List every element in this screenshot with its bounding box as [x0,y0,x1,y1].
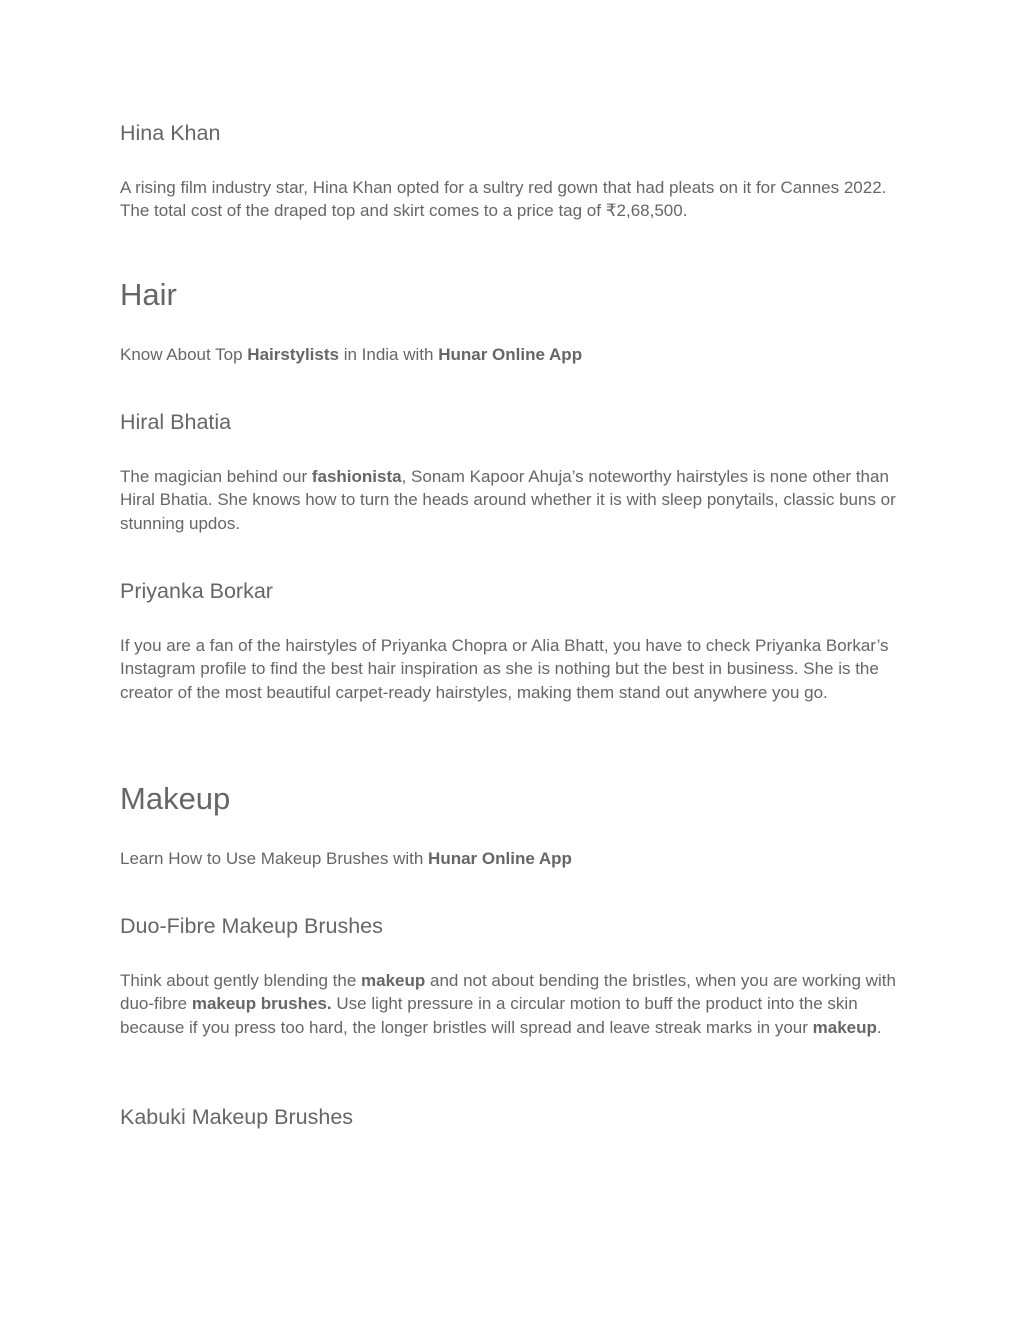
paragraph-duo-fibre [120,969,910,1039]
paragraph-makeup-intro [120,847,910,870]
heading-duo-fibre-makeup-brushes: Duo-Fibre Makeup Brushes [120,914,383,938]
bold-hairstylists: Hairstylists [247,345,339,364]
text-span: , Sonam Kapoor Ahuja’s noteworthy hairstyles is none other than Hiral Bhatia. She knows how to turn the heads around whether it is with sleep ponytails, classic buns or stunning updos. [120,467,896,533]
bold-fashionista: fashionista [311,467,402,486]
text-span: Use light pressure in a circular motion to buff the product into the skin because if you press too hard, the longer bristles will spread and leave streak marks in your [120,994,858,1037]
text-span: and not about bending the bristles, when you are working with duo-fibre [120,971,896,1014]
paragraph-priyanka-borkar: If you are a fan of the hairstyles of Priyanka Chopra or Alia Bhatt, you have to check Priyanka Borkar’s Instagram profile to find the best hair inspiration as she is nothing but the best in business. She is the creator of the most beautiful carpet-ready hairstyles, making them stand out anywhere you go. [120,636,889,702]
text-span: in India with [338,345,439,364]
text-span: . [876,1017,882,1037]
heading-hiral-bhatia: Hiral Bhatia [120,410,232,434]
text-span: The magician behind our [120,467,312,486]
heading-priyanka-borkar: Priyanka Borkar [120,579,273,603]
heading-hina-khan: Hina Khan [120,121,221,145]
heading-hair: Hair [120,277,177,312]
paragraph-hair-intro [120,343,910,366]
paragraph-hina-khan: A rising film industry star, Hina Khan opted for a sultry red gown that had pleats on it for Cannes 2022. The total cost of the draped top and skirt comes to a price tag of ₹2,68,500. [120,178,887,221]
text-span: Know About Top [120,345,248,364]
bold-makeup: makeup [812,1017,877,1037]
heading-makeup: Makeup [120,781,231,816]
bold-makeup: makeup [361,971,426,990]
bold-hunar-online-app: Hunar Online App [428,849,572,868]
heading-kabuki-makeup-brushes: Kabuki Makeup Brushes [120,1105,354,1129]
text-span: Think about gently blending the [120,971,362,990]
text-span: Learn How to Use Makeup Brushes with [120,849,429,868]
paragraph-hiral-bhatia [120,465,910,535]
bold-hunar-online-app: Hunar Online App [438,345,583,364]
bold-makeup-brushes: makeup brushes. [191,994,332,1014]
